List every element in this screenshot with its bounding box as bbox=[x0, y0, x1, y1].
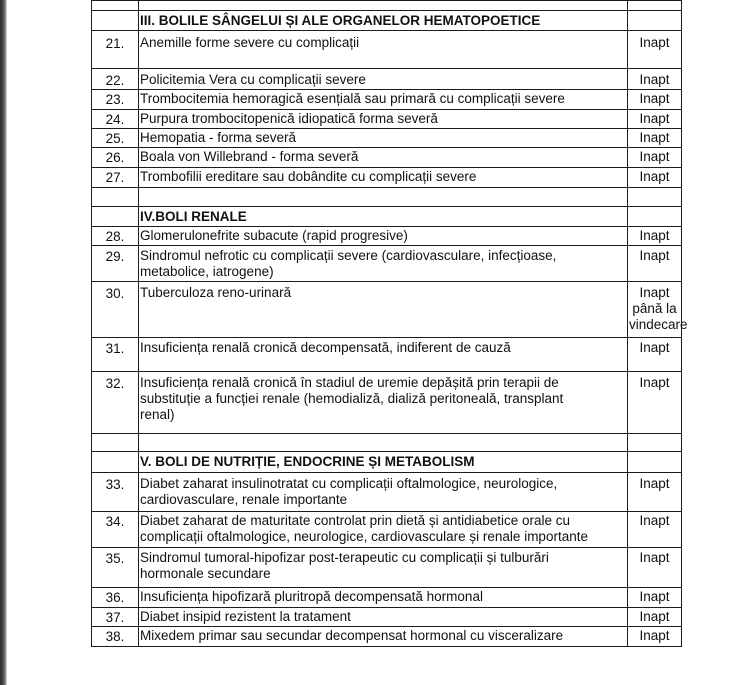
empty-cell bbox=[92, 207, 139, 227]
section-title: III. BOLILE SÂNGELUI ȘI ALE ORGANELOR HEMATOPOETICE bbox=[139, 11, 628, 31]
row-number: 38. bbox=[105, 629, 125, 644]
row-number-cell bbox=[92, 608, 139, 627]
empty-cell bbox=[628, 452, 682, 473]
row-number: 27. bbox=[105, 170, 125, 185]
empty-cell bbox=[628, 434, 682, 452]
fitness-result: Inapt bbox=[639, 628, 670, 643]
row-number: 24. bbox=[105, 112, 125, 127]
condition-description: Purpura trombocitopenică idiopatică forma severă bbox=[139, 110, 628, 129]
condition-description: Policitemia Vera cu complicații severe bbox=[139, 69, 628, 90]
fitness-result-cell bbox=[628, 627, 682, 647]
fitness-result: Inapt bbox=[639, 91, 670, 106]
fitness-result: Inapt bbox=[639, 375, 670, 390]
row-number: 32. bbox=[105, 376, 125, 391]
row-number: 31. bbox=[105, 341, 125, 356]
row-number-cell bbox=[92, 246, 139, 282]
table-row bbox=[92, 282, 682, 338]
table-row bbox=[92, 246, 682, 282]
section-header-row bbox=[92, 207, 682, 227]
empty-cell bbox=[92, 452, 139, 473]
empty-cell bbox=[628, 1, 682, 11]
condition-description: Hemopatia - forma severă bbox=[139, 129, 628, 148]
table-row-spacer bbox=[92, 434, 682, 452]
condition-description: Glomerulonefrite subacute (rapid progresive) bbox=[139, 227, 628, 246]
condition-description: Insuficiența renală cronică decompensată, indiferent de cauză bbox=[139, 338, 628, 372]
empty-cell bbox=[628, 11, 682, 31]
table-row bbox=[92, 168, 682, 188]
fitness-result: Inapt bbox=[639, 111, 670, 126]
table-row bbox=[92, 588, 682, 608]
fitness-result: Inapt bbox=[639, 169, 670, 184]
row-number-cell bbox=[92, 588, 139, 608]
row-number-cell bbox=[92, 548, 139, 588]
row-number: 30. bbox=[105, 286, 125, 301]
fitness-result-cell bbox=[628, 148, 682, 168]
condition-description: Boala von Willebrand - forma severă bbox=[139, 148, 628, 168]
fitness-result-cell bbox=[628, 588, 682, 608]
fitness-result: Inapt bbox=[639, 589, 670, 604]
fitness-result: Inapt bbox=[639, 609, 670, 624]
fitness-result: Inapt bbox=[639, 149, 670, 164]
condition-description: Sindromul tumoral-hipofizar post-terapeutic cu complicații și tulburări hormonale secundare bbox=[139, 548, 628, 588]
row-number: 33. bbox=[105, 477, 125, 492]
row-number-cell bbox=[92, 90, 139, 110]
table-row bbox=[92, 129, 682, 148]
empty-cell bbox=[628, 207, 682, 227]
viewer-left-edge bbox=[0, 0, 7, 685]
condition-description: Mixedem primar sau secundar decompensat hormonal cu visceralizare bbox=[139, 627, 628, 647]
fitness-result-cell bbox=[628, 31, 682, 69]
empty-cell bbox=[628, 188, 682, 207]
row-number-cell bbox=[92, 338, 139, 372]
condition-description: Trombofilii ereditare sau dobândite cu complicații severe bbox=[139, 168, 628, 188]
fitness-result-cell bbox=[628, 512, 682, 548]
row-number: 36. bbox=[105, 590, 125, 605]
table-row bbox=[92, 627, 682, 647]
row-number: 29. bbox=[105, 249, 125, 264]
condition-description: Diabet zaharat de maturitate controlat prin dietă și antidiabetice orale cu complicații oftalmologice, neurologice, cardiovasculare și renale importante bbox=[139, 512, 628, 548]
condition-description: Sindromul nefrotic cu complicații severe (cardiovasculare, infecțioase, metabolice, iatrogene) bbox=[139, 246, 628, 282]
empty-cell bbox=[139, 434, 628, 452]
section-title: IV.BOLI RENALE bbox=[139, 207, 628, 227]
row-number-cell bbox=[92, 148, 139, 168]
fitness-result-cell bbox=[628, 608, 682, 627]
row-number-cell bbox=[92, 31, 139, 69]
fitness-result: Inapt bbox=[639, 248, 670, 263]
table-row bbox=[92, 548, 682, 588]
row-number-cell bbox=[92, 227, 139, 246]
fitness-result-cell bbox=[628, 69, 682, 90]
condition-description: Trombocitemia hemoragică esențială sau primară cu complicații severe bbox=[139, 90, 628, 110]
fitness-result-cell bbox=[628, 282, 688, 338]
section-header-row bbox=[92, 11, 682, 31]
fitness-result-cell bbox=[628, 90, 682, 110]
row-number-cell bbox=[92, 110, 139, 129]
row-number-cell bbox=[92, 473, 139, 512]
fitness-result: Inapt bbox=[639, 72, 670, 87]
row-number: 21. bbox=[105, 36, 125, 51]
fitness-result-cell bbox=[628, 227, 682, 246]
table-row-spacer bbox=[92, 188, 682, 207]
empty-cell bbox=[92, 434, 139, 452]
row-number-cell bbox=[92, 512, 139, 548]
condition-description: Diabet insipid rezistent la tratament bbox=[139, 608, 628, 627]
table-row bbox=[92, 69, 682, 90]
row-number: 26. bbox=[105, 150, 125, 165]
fitness-result: Inapt bbox=[639, 35, 670, 50]
fitness-result: Inapt bbox=[639, 513, 670, 528]
empty-cell bbox=[92, 188, 139, 207]
empty-cell bbox=[92, 11, 139, 31]
table-row bbox=[92, 338, 682, 372]
row-number: 22. bbox=[105, 73, 125, 88]
condition-description: Tuberculoza reno-urinară bbox=[139, 282, 628, 338]
fitness-result: Inapt bbox=[639, 340, 670, 355]
fitness-result-cell bbox=[628, 168, 682, 188]
table-body bbox=[92, 1, 688, 647]
empty-cell bbox=[139, 1, 628, 11]
table-row-spacer bbox=[92, 1, 682, 11]
table-row bbox=[92, 148, 682, 168]
table-row bbox=[92, 608, 682, 627]
fitness-result: Inapt bbox=[639, 130, 670, 145]
fitness-result: Inapt bbox=[639, 550, 670, 565]
fitness-result-cell bbox=[628, 129, 682, 148]
table-row bbox=[92, 227, 682, 246]
fitness-result-cell bbox=[628, 338, 682, 372]
condition-description: Diabet zaharat insulinotratat cu complicații oftalmologice, neurologice, cardiovasculare, renale importante bbox=[139, 473, 628, 512]
row-number-cell bbox=[92, 69, 139, 90]
row-number-cell bbox=[92, 627, 139, 647]
table-row bbox=[92, 90, 682, 110]
fitness-result: Inapt până la vindecare bbox=[629, 285, 688, 332]
table-row bbox=[92, 473, 682, 512]
row-number: 37. bbox=[105, 610, 125, 625]
fitness-result: Inapt bbox=[639, 476, 670, 491]
row-number: 28. bbox=[105, 229, 125, 244]
condition-description: Insuficiența hipofizară pluritropă decompensată hormonal bbox=[139, 588, 628, 608]
row-number-cell bbox=[92, 168, 139, 188]
section-header-row bbox=[92, 452, 682, 473]
table-row bbox=[92, 512, 682, 548]
fitness-result: Inapt bbox=[639, 228, 670, 243]
fitness-result-cell bbox=[628, 473, 682, 512]
fitness-result-cell bbox=[628, 246, 682, 282]
table-row bbox=[92, 372, 682, 434]
section-title: V. BOLI DE NUTRIȚIE, ENDOCRINE ȘI METABOLISM bbox=[139, 452, 628, 473]
row-number-cell bbox=[92, 372, 139, 434]
empty-cell bbox=[139, 188, 628, 207]
row-number: 34. bbox=[105, 514, 125, 529]
table-row bbox=[92, 31, 682, 69]
row-number: 23. bbox=[105, 92, 125, 107]
fitness-result-cell bbox=[628, 110, 682, 129]
disease-fitness-table bbox=[91, 0, 688, 647]
empty-cell bbox=[92, 1, 139, 11]
row-number: 25. bbox=[105, 131, 125, 146]
condition-description: Anemille forme severe cu complicații bbox=[139, 31, 628, 69]
row-number-cell bbox=[92, 282, 139, 338]
condition-description: Insuficiența renală cronică în stadiul de uremie depășită prin terapii de substituție a funcției renale (hemodializă, dializă peritoneală, transplant renal) bbox=[139, 372, 628, 434]
fitness-result-cell bbox=[628, 372, 682, 434]
row-number-cell bbox=[92, 129, 139, 148]
row-number: 35. bbox=[105, 551, 125, 566]
fitness-result-cell bbox=[628, 548, 682, 588]
table-row bbox=[92, 110, 682, 129]
